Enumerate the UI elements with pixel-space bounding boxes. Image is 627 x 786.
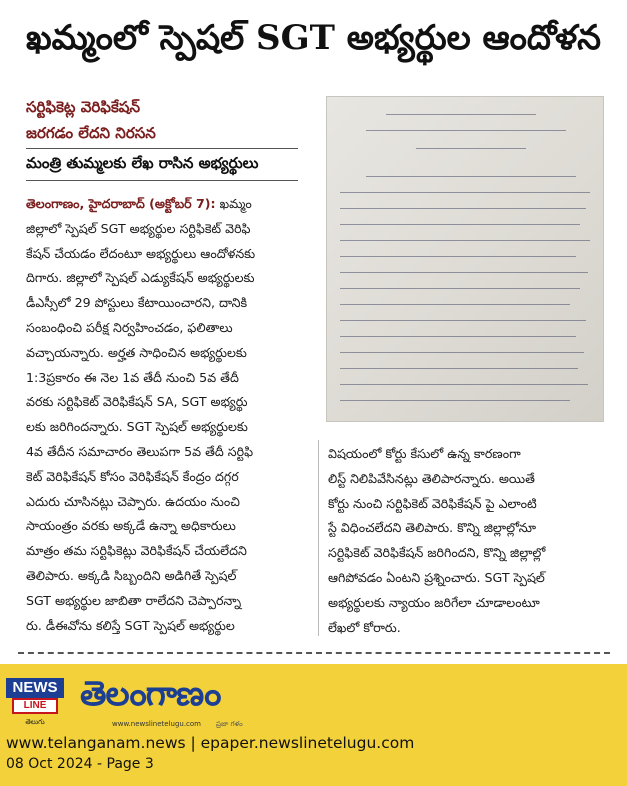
letter-photo [326, 96, 604, 422]
article-line: వచ్చాయన్నారు. అర్హత సాధించిన అభ్యర్థులకు [26, 344, 247, 360]
logo-news-text: NEWS [6, 678, 64, 698]
article-line: అభ్యర్థులకు న్యాయం జరిగేలా చూడాలంటూ [328, 594, 540, 610]
footer-sites: www.telanganam.news | epaper.newslinetelugu.com [6, 734, 415, 752]
handwriting-line [340, 240, 590, 241]
subhead-divider [26, 148, 298, 149]
article-line: 1:3ప్రకారం ఈ నెల 1వ తేదీ నుంచి 5వ తేదీ [26, 369, 239, 385]
telanganam-logo: తెలంగాణం [80, 674, 221, 714]
article-line: మాత్రం తమ సర్టిఫికెట్లు వెరిఫికేషన్ చేయలేదని [26, 543, 247, 559]
article-line: స్టే విధించలేదని తెలిపారు. కొన్ని జిల్లాల్లోనూ [328, 520, 536, 536]
handwriting-line [340, 208, 586, 209]
handwriting-line [416, 148, 526, 149]
article-line: కెట్ వెరిఫికేషన్ కోసం వెరిఫికేషన్ కేంద్రం దగ్గర [26, 468, 239, 484]
article-line-text: ఖమ్మం [215, 196, 252, 211]
article-line: ఎదురు చూసినట్లు చెప్పారు. ఉదయం నుంచి [26, 493, 240, 509]
handwriting-line [340, 192, 590, 193]
article-line: ఆగిపోవడం ఏంటని ప్రశ్నించారు. SGT స్పెషల్ [328, 569, 545, 585]
article-line: కేషన్ చేయడం లేదంటూ అభ్యర్థులు ఆందోళనకు [26, 245, 256, 261]
footer-date-page: 08 Oct 2024 - Page 3 [6, 756, 154, 772]
handwriting-line [340, 304, 570, 305]
logo-tagline: ప్రజా గళం [216, 720, 243, 728]
article-line: లిస్ట్ నిలిపివేసినట్లు తెలిపారన్నారు. అయితే [328, 470, 535, 486]
subhead-2: జరగడం లేదని నిరసన [26, 124, 156, 142]
logo-small-text: తెలుగు [25, 718, 45, 726]
logo-line-text: LINE [12, 698, 58, 714]
article-line: డీఎస్సీలో 29 పోస్టులు కేటాయించారని, దానికి [26, 295, 248, 311]
handwriting-line [340, 288, 580, 289]
article-line: 4వ తేదీన సమాచారం తెలుపగా 5వ తేదీ సర్టిఫి [26, 443, 254, 459]
handwriting-line [340, 272, 588, 273]
article-line: లకు జరిగిందన్నారు. SGT స్పెషల్ అభ్యర్థులకు [26, 419, 248, 435]
article-line: జిల్లాలో స్పెషల్ SGT అభ్యర్థుల సర్టిఫికెట్ వెరిఫి [26, 220, 251, 236]
column-divider [318, 440, 319, 636]
article-line: దిగారు. జిల్లాలో స్పెషల్ ఎడ్యుకేషన్ అభ్యర్థులకు [26, 270, 255, 286]
article-line: లేఖలో కోరారు. [328, 619, 401, 635]
headline: ఖమ్మంలో స్పెషల్ SGT అభ్యర్థుల ఆందోళన [25, 18, 601, 58]
handwriting-line [340, 224, 580, 225]
article-line: SGT అభ్యర్థుల జాబితా రాలేదని చెప్పారన్నా [26, 592, 242, 608]
article-line: తెలిపారు. అక్కడి సిబ్బందిని అడిగితే స్పెషల్ [26, 567, 237, 583]
dateline: తెలంగాణం, హైదరాబాద్ (అక్టోబర్ 7): [26, 196, 216, 211]
footer-banner [0, 664, 627, 786]
subhead-1: సర్టిఫికెట్ల వెరిఫికేషన్ [26, 98, 141, 116]
article-left-column [26, 192, 312, 638]
handwriting-line [340, 336, 576, 337]
article-right-column [328, 442, 604, 640]
handwriting-line [340, 256, 576, 257]
handwriting-line [340, 384, 588, 385]
handwriting-line [366, 176, 576, 177]
article-line: సంబంధించి పరీక్ష నిర్వహించడం, ఫలితాలు [26, 319, 233, 335]
handwriting-line [340, 400, 570, 401]
handwriting-line [340, 320, 586, 321]
article-line: కోర్టు నుంచి సర్టిఫికెట్ వెరిఫికేషన్ పై ఎలాంటి [328, 495, 537, 511]
handwriting-line [340, 352, 584, 353]
article-line: వరకు సర్టిఫికెట్ వెరిఫికేషన్ SA, SGT అభ్యర్థు [26, 394, 248, 410]
article-line [26, 192, 312, 217]
article-line: సర్టిఫికెట్ వెరిఫికేషన్ జరిగిందని, కొన్ని జిల్లాల్లో [328, 545, 546, 561]
handwriting-line [340, 368, 578, 369]
subhead-divider-bottom [26, 180, 298, 181]
logo-url: www.newslinetelugu.com [112, 720, 201, 728]
subhead-3: మంత్రి తుమ్మలకు లేఖ రాసిన అభ్యర్థులు [26, 154, 259, 172]
section-divider [18, 652, 610, 654]
article-line: విషయంలో కోర్టు కేసులో ఉన్న కారణంగా [328, 446, 521, 461]
article-line: సాయంత్రం వరకు అక్కడే ఉన్నా అధికారులు [26, 518, 236, 534]
handwriting-line [366, 130, 566, 131]
article-line: రు. డీఈవోను కలిస్తే SGT స్పెషల్ అభ్యర్థుల [26, 617, 235, 633]
handwriting-line [386, 114, 536, 115]
newsline-logo [6, 678, 64, 726]
